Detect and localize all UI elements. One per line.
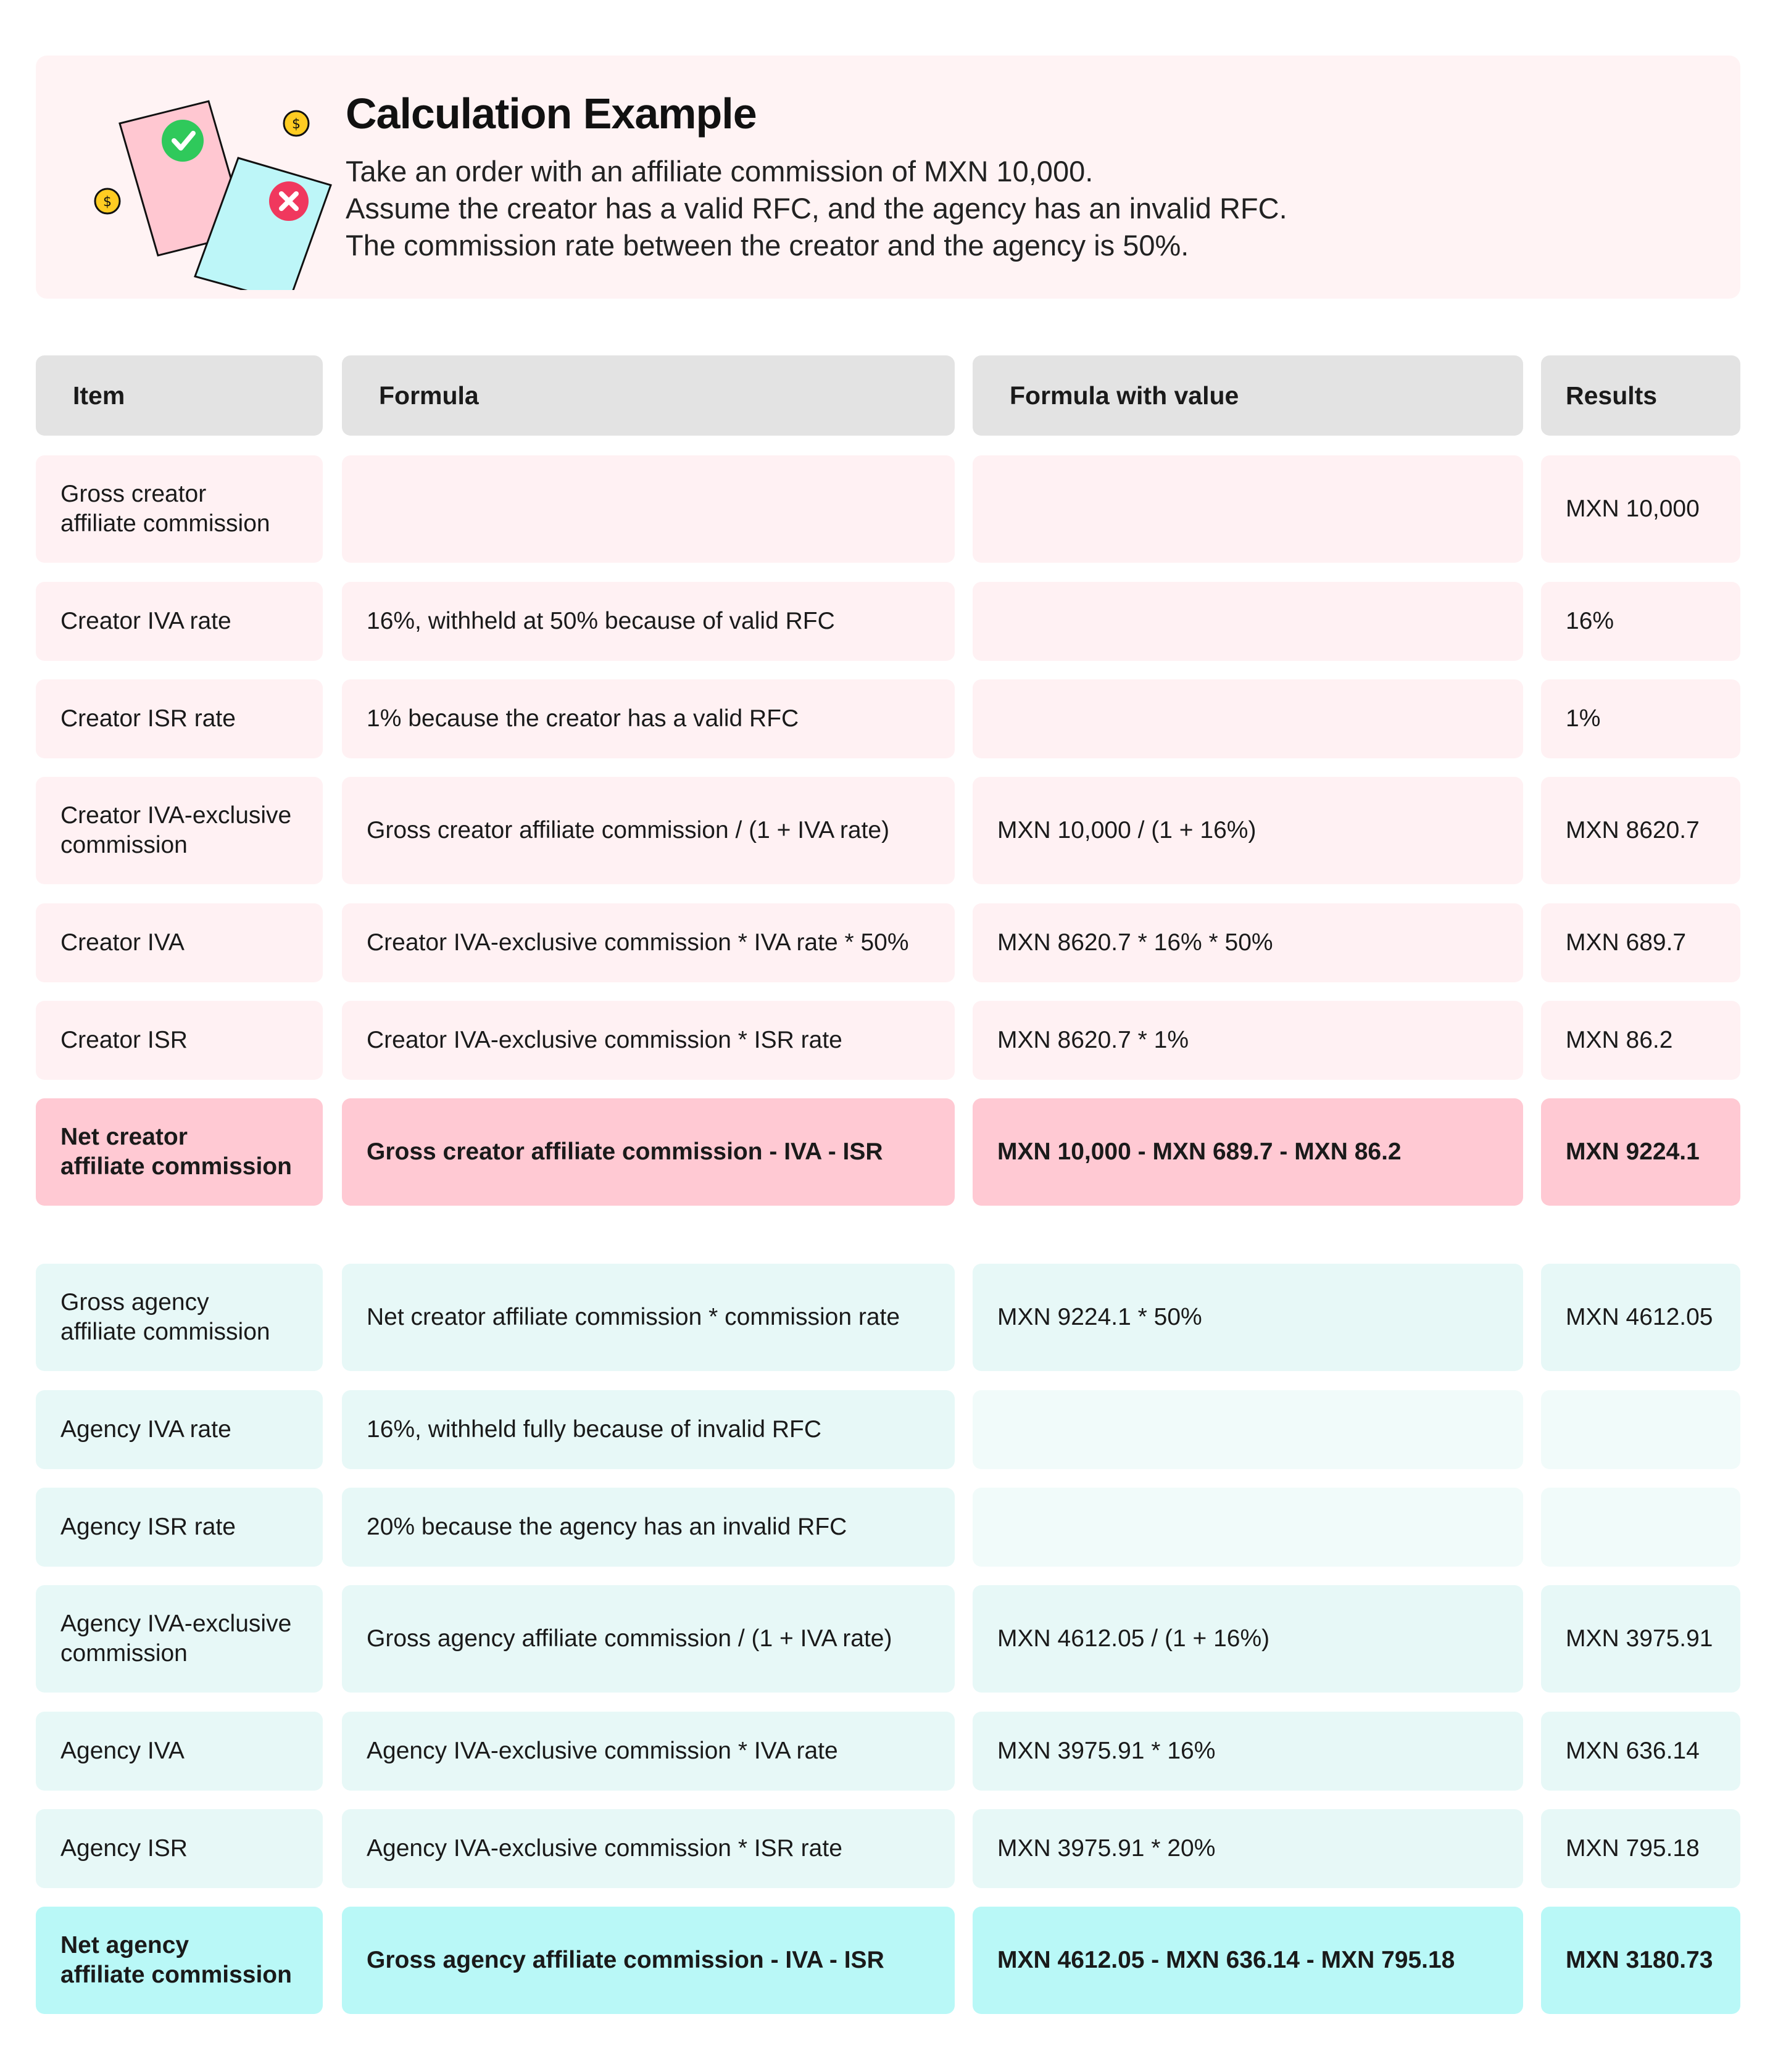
row-formula-with-value: MXN 4612.05 - MXN 636.14 - MXN 795.18 (997, 1947, 1455, 1973)
row-formula-with-value: MXN 10,000 - MXN 689.7 - MXN 86.2 (997, 1138, 1402, 1165)
row-formula: 16%, withheld fully because of invalid RFC (367, 1416, 822, 1443)
creator-row-formula-with-value (973, 582, 1523, 661)
page-title: Calculation Example (346, 89, 757, 138)
row-label: Agency IVA (60, 1738, 185, 1764)
row-label: affiliate commission (60, 1319, 270, 1345)
row-label: Gross creator (60, 481, 207, 507)
row-label: Creator ISR rate (60, 705, 236, 732)
agency-row-formula-with-value (973, 1809, 1523, 1888)
row-result: MXN 636.14 (1566, 1738, 1700, 1764)
agency-row-result (1541, 1712, 1740, 1791)
creator-row-item (36, 1098, 323, 1206)
creator-row-formula (342, 1098, 955, 1206)
agency-row-formula-with-value (973, 1264, 1523, 1371)
agency-row-result (1541, 1264, 1740, 1371)
creator-row-formula (342, 777, 955, 884)
row-result: MXN 795.18 (1566, 1835, 1700, 1862)
row-label: Creator ISR (60, 1027, 188, 1053)
creator-row-formula (342, 1001, 955, 1080)
row-label: Creator IVA-exclusive (60, 802, 292, 829)
banner-line: Take an order with an affiliate commission of MXN 10,000. (346, 155, 1094, 188)
creator-row-formula-with-value (973, 903, 1523, 982)
agency-row-result (1541, 1585, 1740, 1693)
agency-row-formula (342, 1712, 955, 1791)
creator-row-formula-with-value (973, 1098, 1523, 1206)
row-formula: Agency IVA-exclusive commission * ISR rate (367, 1835, 842, 1862)
row-label: Agency IVA-exclusive (60, 1610, 292, 1637)
svg-text:$: $ (292, 117, 301, 132)
agency-row-formula (342, 1264, 955, 1371)
row-label: Agency IVA rate (60, 1416, 231, 1443)
row-label: Gross agency (60, 1289, 209, 1316)
row-formula-with-value: MXN 3975.91 * 20% (997, 1835, 1216, 1862)
row-label: Creator IVA rate (60, 608, 231, 634)
row-formula: Creator IVA-exclusive commission * IVA rate * 50% (367, 929, 909, 956)
banner-line: The commission rate between the creator and the agency is 50%. (346, 229, 1189, 262)
row-label: affiliate commission (60, 1962, 292, 1988)
row-formula: Gross agency affiliate commission / (1 + IVA rate) (367, 1625, 892, 1652)
agency-row-formula-with-value (973, 1585, 1523, 1693)
header-item (36, 355, 323, 436)
svg-text:$: $ (103, 194, 112, 210)
row-formula: 1% because the creator has a valid RFC (367, 705, 799, 732)
creator-row-result (1541, 777, 1740, 884)
agency-row-item (36, 1585, 323, 1693)
calculation-banner (36, 56, 1740, 299)
documents-illustration (85, 80, 344, 290)
header-label: Formula (379, 381, 479, 410)
row-formula: Gross creator affiliate commission - IVA - ISR (367, 1138, 883, 1165)
banner-line: Assume the creator has a valid RFC, and the agency has an invalid RFC. (346, 192, 1287, 225)
creator-row-formula (342, 455, 955, 563)
row-label: affiliate commission (60, 510, 270, 537)
row-label: Net creator (60, 1124, 188, 1150)
row-label: Creator IVA (60, 929, 185, 956)
row-formula-with-value: MXN 9224.1 * 50% (997, 1304, 1202, 1330)
agency-row-result (1541, 1907, 1740, 2014)
coin-icon (284, 111, 309, 136)
row-result: MXN 10,000 (1566, 495, 1700, 522)
row-label: commission (60, 832, 188, 858)
row-formula: Gross agency affiliate commission - IVA - ISR (367, 1947, 884, 1973)
agency-row-item (36, 1264, 323, 1371)
creator-row-item (36, 455, 323, 563)
row-label: Agency ISR rate (60, 1514, 236, 1540)
row-result: MXN 4612.05 (1566, 1304, 1713, 1330)
creator-row-item (36, 903, 323, 982)
creator-row-result (1541, 1098, 1740, 1206)
header-result (1541, 355, 1740, 436)
row-formula: Gross creator affiliate commission / (1 + IVA rate) (367, 817, 890, 843)
agency-row-formula-with-value (973, 1390, 1523, 1469)
creator-row-result (1541, 582, 1740, 661)
header-label: Results (1566, 381, 1658, 410)
agency-row-item (36, 1390, 323, 1469)
coin-icon (95, 189, 120, 213)
agency-row-item (36, 1488, 323, 1567)
row-result: 1% (1566, 705, 1601, 732)
row-result: 16% (1566, 608, 1614, 634)
creator-row-item (36, 777, 323, 884)
creator-row-formula-with-value (973, 777, 1523, 884)
creator-row-result (1541, 679, 1740, 758)
agency-row-item (36, 1809, 323, 1888)
row-formula-with-value: MXN 8620.7 * 16% * 50% (997, 929, 1273, 956)
row-formula-with-value: MXN 3975.91 * 16% (997, 1738, 1216, 1764)
creator-row-item (36, 582, 323, 661)
row-result: MXN 8620.7 (1566, 817, 1700, 843)
row-formula: Agency IVA-exclusive commission * IVA rate (367, 1738, 838, 1764)
row-label: Net agency (60, 1932, 189, 1958)
creator-row-formula (342, 582, 955, 661)
row-result: MXN 689.7 (1566, 929, 1687, 956)
agency-row-formula-with-value (973, 1907, 1523, 2014)
banner-description (346, 153, 1287, 264)
agency-row-item (36, 1907, 323, 2014)
row-formula: Net creator affiliate commission * commission rate (367, 1304, 900, 1330)
row-formula-with-value: MXN 8620.7 * 1% (997, 1027, 1189, 1053)
creator-row-formula-with-value (973, 679, 1523, 758)
row-result: MXN 9224.1 (1566, 1138, 1700, 1165)
row-result: MXN 3975.91 (1566, 1625, 1713, 1652)
header-formula-with-value (973, 355, 1523, 436)
row-label: affiliate commission (60, 1153, 292, 1180)
creator-row-result (1541, 903, 1740, 982)
creator-row-result (1541, 1001, 1740, 1080)
creator-row-formula (342, 903, 955, 982)
row-formula: 16%, withheld at 50% because of valid RFC (367, 608, 835, 634)
creator-row-formula-with-value (973, 455, 1523, 563)
row-formula-with-value: MXN 4612.05 / (1 + 16%) (997, 1625, 1270, 1652)
row-result: MXN 86.2 (1566, 1027, 1673, 1053)
agency-row-formula (342, 1907, 955, 2014)
agency-row-formula (342, 1390, 955, 1469)
agency-row-formula-with-value (973, 1712, 1523, 1791)
header-label: Item (73, 381, 125, 410)
agency-row-formula-with-value (973, 1488, 1523, 1567)
agency-row-result (1541, 1390, 1740, 1469)
agency-row-formula (342, 1585, 955, 1693)
creator-row-item (36, 679, 323, 758)
agency-row-formula (342, 1488, 955, 1567)
creator-row-formula-with-value (973, 1001, 1523, 1080)
row-label: commission (60, 1640, 188, 1667)
row-formula: Creator IVA-exclusive commission * ISR rate (367, 1027, 842, 1053)
row-result: MXN 3180.73 (1566, 1947, 1713, 1973)
row-formula-with-value: MXN 10,000 / (1 + 16%) (997, 817, 1257, 843)
header-formula (342, 355, 955, 436)
row-label: Agency ISR (60, 1835, 188, 1862)
agency-row-item (36, 1712, 323, 1791)
row-formula: 20% because the agency has an invalid RFC (367, 1514, 847, 1540)
agency-row-result (1541, 1488, 1740, 1567)
creator-row-item (36, 1001, 323, 1080)
agency-row-formula (342, 1809, 955, 1888)
creator-row-formula (342, 679, 955, 758)
creator-row-result (1541, 455, 1740, 563)
header-label: Formula with value (1010, 381, 1239, 410)
agency-row-result (1541, 1809, 1740, 1888)
